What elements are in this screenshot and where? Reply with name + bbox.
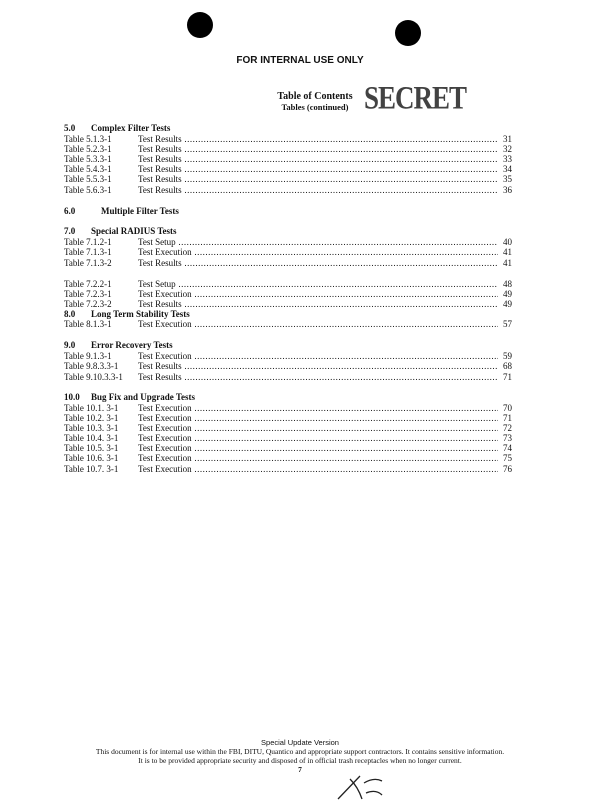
table-title: Test Results ..... (138, 164, 498, 175)
section-number: 9.0 (64, 340, 76, 350)
page-ref: 41 (503, 247, 512, 257)
toc-entry[interactable] (64, 453, 512, 464)
table-number: Table 10.3. 3-1 (64, 423, 119, 433)
section-number: 6.0 (64, 206, 76, 216)
page-ref: 72 (503, 423, 512, 433)
section-heading (64, 123, 170, 134)
footer-notice-line1: This document is for internal use within the FBI, DITU, Quantico and appropriate support contractors. It contains sensitive information. (95, 747, 505, 756)
table-title: Test Execution ..... (138, 443, 498, 454)
table-title: Test Results ..... (138, 134, 498, 145)
toc-entry[interactable] (64, 464, 512, 475)
punch-hole (395, 20, 421, 46)
toc-entry[interactable] (64, 319, 512, 330)
page-ref: 59 (503, 351, 512, 361)
table-title: Test Results ..... (138, 154, 498, 165)
table-number: Table 9.1.3-1 (64, 351, 112, 361)
page-ref: 35 (503, 174, 512, 184)
section-number: 10.0 (64, 392, 80, 402)
table-number: Table 7.1.3-2 (64, 258, 112, 268)
page-ref: 34 (503, 164, 512, 174)
section-heading (64, 206, 179, 217)
page-title: Table of Contents (277, 91, 353, 102)
toc-entry[interactable] (64, 174, 512, 185)
table-number: Table 7.1.2-1 (64, 237, 112, 247)
table-title: Test Execution ..... (138, 319, 498, 330)
table-title: Test Execution ..... (138, 247, 498, 258)
footer-version: Special Update Version (261, 738, 339, 747)
table-number: Table 5.4.3-1 (64, 164, 112, 174)
table-title: Test Execution ..... (138, 423, 498, 434)
table-number: Table 5.6.3-1 (64, 185, 112, 195)
section-title: Complex Filter Tests (91, 123, 171, 133)
section-number: 8.0 (64, 309, 76, 319)
table-title: Test Execution ..... (138, 464, 498, 475)
punch-hole (187, 12, 213, 38)
table-number: Table 5.3.3-1 (64, 154, 112, 164)
page-ref: 75 (503, 453, 512, 463)
section-title: Error Recovery Tests (91, 340, 173, 350)
section-title: Special RADIUS Tests (91, 226, 177, 236)
table-title: Test Results ..... (138, 299, 498, 310)
table-title: Test Execution ..... (138, 433, 498, 444)
table-title: Test Execution ..... (138, 413, 498, 424)
secret-stamp: SECRET (364, 79, 467, 116)
table-number: Table 7.2.3-1 (64, 289, 112, 299)
table-number: Table 7.1.3-1 (64, 247, 112, 257)
page-ref: 74 (503, 443, 512, 453)
page-ref: 31 (503, 134, 512, 144)
section-heading (64, 392, 195, 403)
table-title: Test Results ..... (138, 258, 498, 269)
classification-header: FOR INTERNAL USE ONLY (236, 55, 364, 66)
table-title: Test Results ..... (138, 185, 498, 196)
table-number: Table 7.2.2-1 (64, 279, 112, 289)
table-number: Table 10.1. 3-1 (64, 403, 119, 413)
table-number: Table 10.4. 3-1 (64, 433, 119, 443)
page-ref: 68 (503, 361, 512, 371)
page-ref: 71 (503, 372, 512, 382)
page-ref: 49 (503, 289, 512, 299)
section-number: 5.0 (64, 123, 76, 133)
section-title: Long Term Stability Tests (91, 309, 190, 319)
table-title: Test Execution ..... (138, 351, 498, 362)
toc-entry[interactable] (64, 372, 512, 383)
table-number: Table 8.1.3-1 (64, 319, 112, 329)
table-title: Test Results ..... (138, 372, 498, 383)
page-ref: 70 (503, 403, 512, 413)
section-number: 7.0 (64, 226, 76, 236)
table-title: Test Execution ..... (138, 403, 498, 414)
page-ref: 76 (503, 464, 512, 474)
table-number: Table 9.10.3.3-1 (64, 372, 123, 382)
page-ref: 48 (503, 279, 512, 289)
page-ref: 32 (503, 144, 512, 154)
section-title: Multiple Filter Tests (101, 206, 179, 216)
table-title: Test Results ..... (138, 144, 498, 155)
table-number: Table 5.2.3-1 (64, 144, 112, 154)
page-ref: 71 (503, 413, 512, 423)
page-number: 7 (298, 765, 302, 774)
table-number: Table 5.5.3-1 (64, 174, 112, 184)
table-number: Table 10.2. 3-1 (64, 413, 119, 423)
table-title: Test Execution ..... (138, 453, 498, 464)
table-title: Test Setup ..... (138, 237, 498, 248)
page-ref: 40 (503, 237, 512, 247)
table-number: Table 7.2.3-2 (64, 299, 112, 309)
page-ref: 36 (503, 185, 512, 195)
footer-notice-line2: It is to be provided appropriate security and disposed of in official trash receptacles when no longer current. (138, 756, 462, 765)
page-ref: 33 (503, 154, 512, 164)
section-title: Bug Fix and Upgrade Tests (91, 392, 196, 402)
table-number: Table 9.8.3.3-1 (64, 361, 119, 371)
table-title: Test Execution ..... (138, 289, 498, 300)
section-heading (64, 340, 173, 351)
table-number: Table 10.5. 3-1 (64, 443, 119, 453)
table-number: Table 5.1.3-1 (64, 134, 112, 144)
toc-entry[interactable] (64, 258, 512, 269)
table-title: Test Setup ..... (138, 279, 498, 290)
table-title: Test Results ..... (138, 174, 498, 185)
toc-entry[interactable] (64, 361, 512, 372)
page-ref: 73 (503, 433, 512, 443)
page-ref: 57 (503, 319, 512, 329)
handwritten-signature (318, 773, 388, 801)
table-number: Table 10.7. 3-1 (64, 464, 119, 474)
table-number: Table 10.6. 3-1 (64, 453, 119, 463)
page-subtitle: Tables (continued) (281, 102, 349, 112)
page-ref: 49 (503, 299, 512, 309)
toc-entry[interactable] (64, 185, 512, 196)
toc-entry[interactable] (64, 247, 512, 258)
section-heading (64, 226, 177, 237)
table-title: Test Results ..... (138, 361, 498, 372)
page-ref: 41 (503, 258, 512, 268)
